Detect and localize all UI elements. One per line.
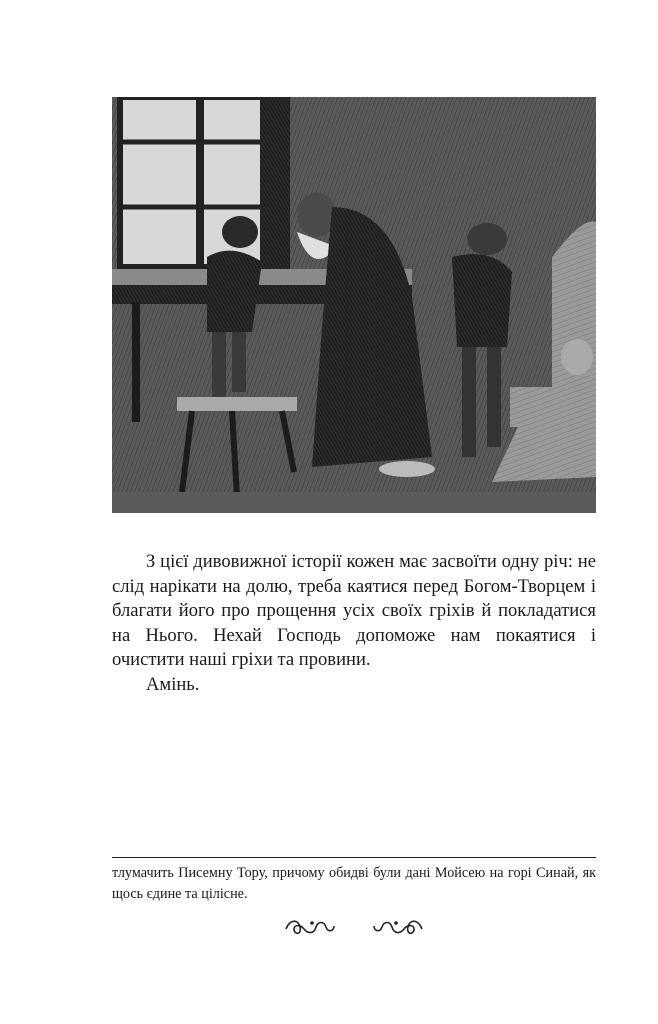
- footnote: тлумачить Писемну Тору, причому обидві були дані Мойсею на горі Синай, як щось єдине та цілісне.: [112, 865, 596, 902]
- engraving-illustration: [112, 97, 596, 513]
- engraving-icon: [112, 97, 596, 513]
- body-text: [112, 550, 596, 697]
- paragraph: Амінь.: [146, 673, 200, 695]
- flourish-left-icon: [284, 915, 336, 939]
- footnote-divider: [112, 857, 596, 858]
- decorative-ornaments: [0, 915, 658, 939]
- flourish-right-icon: [372, 915, 424, 939]
- paragraph: З цієї дивовижної історії кожен має засвоїти одну річ: не слід нарікати на долю, треба каятися перед Богом-Творцем і благати його про прощення усіх своїх гріхів й покладатися на Нього. Нехай Господь допоможе нам покаятися і очистити наші гріхи та провини.: [112, 551, 596, 670]
